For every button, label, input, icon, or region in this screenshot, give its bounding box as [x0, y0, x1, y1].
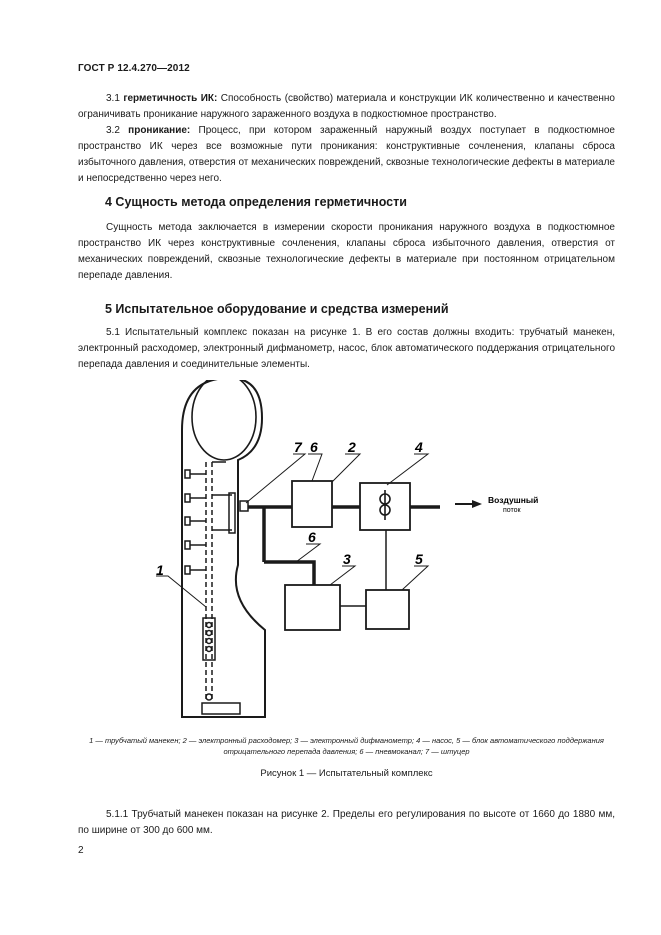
label-4: 4 [415, 439, 423, 455]
label-6-top: 6 [310, 439, 318, 455]
def-3-2-term: проникание: [128, 125, 191, 136]
airflow-label-2: поток [503, 507, 521, 514]
label-6-channel: 6 [308, 529, 316, 545]
definition-3-1 [78, 91, 615, 123]
def-3-1-text: Способность (свойство) материала и конструкции ИК количественно и качественно ограничивать проникание наружного зараженного воздуха в подкостюмное пространство. [78, 93, 615, 120]
para-5-1-1: 5.1.1 Трубчатый манекен показан на рисунке 2. Пределы его регулирования по высоте от 1660 до 1880 мм, по ширине от 300 до 600 мм. [78, 809, 615, 836]
figure-1-title: Рисунок 1 — Испытательный комплекс [260, 768, 433, 779]
section-5-1-text: 5.1 Испытательный комплекс показан на рисунке 1. В его состав должны входить: трубчатый манекен, электронный расходомер, электронный дифманометр, насос, блок автоматического поддержания отрицательного перепада давления и соединительные элементы. [78, 327, 615, 370]
airflow-label-1: Воздушный [488, 495, 539, 505]
def-3-1-term: герметичность ИК: [123, 93, 218, 104]
section-5-title: 5 Испытательное оборудование и средства измерений [105, 302, 449, 316]
airflow-arrow [455, 500, 482, 508]
label-1: 1 [156, 562, 164, 578]
page-number: 2 [78, 845, 84, 856]
section-4-text: Сущность метода заключается в измерении скорости проникания наружного воздуха в подкостюмное пространство ИК через конструктивные сочленения, клапаны сброса избыточного давления, отверстия от механических повреждений, сквозные технологические дефекты в материале при постоянном отрицательном перепаде давления. [78, 222, 615, 281]
figure-1-diagram [0, 380, 661, 725]
def-3-1-num: 3.1 [106, 93, 120, 104]
control-unit-5 [366, 590, 409, 629]
manometer-3 [285, 585, 340, 630]
document-header: ГОСТ Р 12.4.270—2012 [78, 63, 190, 74]
def-3-2-num: 3.2 [106, 125, 120, 136]
label-7: 7 [294, 439, 302, 455]
section-4-title: 4 Сущность метода определения герметичности [105, 195, 407, 209]
tubular-mannequin [182, 380, 265, 717]
label-3: 3 [343, 551, 351, 567]
figure-1-legend: 1 — трубчатый манекен; 2 — электронный расходомер; 3 — электронный дифманометр; 4 — насос, 5 — блок автоматического поддержания отрицательного перепада давления; 6 — пневмоканал; 7 — штуцер [89, 736, 604, 756]
flowmeter-2 [292, 481, 332, 527]
definition-3-2 [78, 123, 615, 187]
label-5: 5 [415, 551, 423, 567]
def-3-2-text: Процесс, при котором зараженный наружный воздух поступает в подкостюмное пространство ИК через все возможные пути проникания: конструктивные сочленения, клапаны сброса избыточного давления, отверстия от механических повреждений, сквозные технологические дефекты в материале и непосредственно через него. [78, 125, 615, 184]
mannequin-tube-system [185, 462, 240, 714]
label-2: 2 [348, 439, 356, 455]
